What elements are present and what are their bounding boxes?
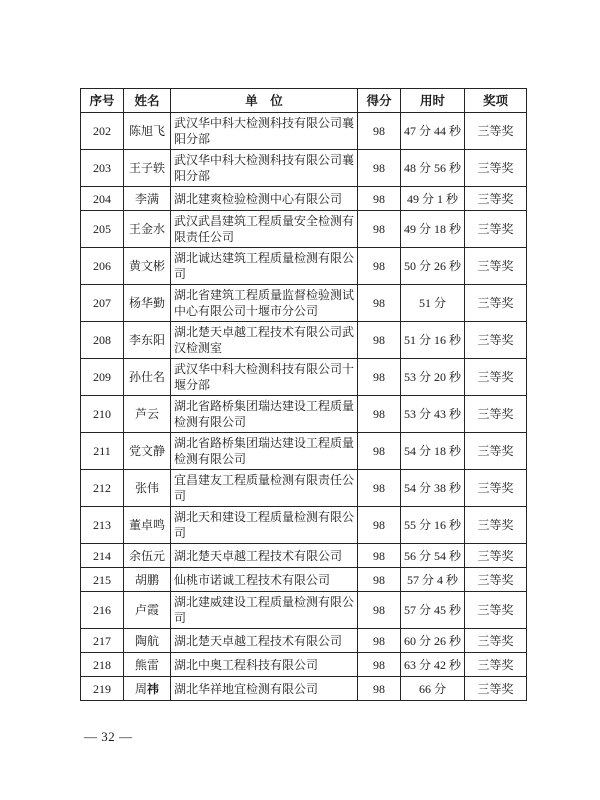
cell-serial-number: 215 xyxy=(81,568,124,592)
cell-unit: 湖北省路桥集团瑞达建设工程质量检测有限公司 xyxy=(171,396,358,433)
name-text: 陶航 xyxy=(134,633,159,648)
cell-serial-number: 213 xyxy=(81,507,124,544)
cell-unit: 湖北建威建设工程质量检测有限公司 xyxy=(171,592,358,629)
cell-award: 三等奖 xyxy=(465,592,527,629)
table-row xyxy=(81,470,527,507)
cell-time: 54 分 18 秒 xyxy=(401,433,465,470)
table-row xyxy=(81,544,527,568)
name-text: 杨华勤 xyxy=(128,296,165,310)
cell-unit: 湖北中奥工程科技有限公司 xyxy=(171,653,358,677)
cell-unit: 湖北省建筑工程质量监督检验测试中心有限公司十堰市分公司 xyxy=(171,285,358,322)
cell-unit: 武汉华中科大检测科技有限公司十堰分部 xyxy=(171,359,358,396)
cell-serial-number: 205 xyxy=(81,211,124,248)
table-row xyxy=(81,677,527,701)
cell-score: 98 xyxy=(358,433,401,470)
table-row xyxy=(81,433,527,470)
cell-award: 三等奖 xyxy=(465,470,527,507)
table-row xyxy=(81,592,527,629)
cell-unit: 宜昌建友工程质量检测有限责任公司 xyxy=(171,470,358,507)
column-header-name: 姓名 xyxy=(124,89,171,113)
cell-name xyxy=(124,211,171,248)
cell-serial-number: 211 xyxy=(81,433,124,470)
cell-time: 54 分 38 秒 xyxy=(401,470,465,507)
name-text: 黄文彬 xyxy=(128,259,165,273)
cell-time: 63 分 42 秒 xyxy=(401,653,465,677)
column-header-score: 得分 xyxy=(358,89,401,113)
cell-name xyxy=(124,592,171,629)
cell-score: 98 xyxy=(358,359,401,396)
name-text: 卢霞 xyxy=(134,603,159,617)
cell-award: 三等奖 xyxy=(465,507,527,544)
cell-time: 51 分 xyxy=(401,285,465,322)
name-text: 周 xyxy=(134,681,147,696)
column-header-award: 奖项 xyxy=(465,89,527,113)
cell-award: 三等奖 xyxy=(465,285,527,322)
cell-score: 98 xyxy=(358,113,401,150)
cell-award: 三等奖 xyxy=(465,322,527,359)
cell-score: 98 xyxy=(358,470,401,507)
cell-serial-number: 208 xyxy=(81,322,124,359)
table-header-row xyxy=(81,89,527,113)
cell-score: 98 xyxy=(358,677,401,701)
name-text: 党文静 xyxy=(128,444,165,458)
cell-name xyxy=(124,677,171,701)
cell-name xyxy=(124,322,171,359)
cell-score: 98 xyxy=(358,211,401,248)
name-text: 胡鹏 xyxy=(134,572,159,587)
cell-award: 三等奖 xyxy=(465,211,527,248)
cell-award: 三等奖 xyxy=(465,248,527,285)
column-header-time: 用时 xyxy=(401,89,465,113)
cell-time: 57 分 45 秒 xyxy=(401,592,465,629)
cell-score: 98 xyxy=(358,507,401,544)
cell-score: 98 xyxy=(358,248,401,285)
table-row xyxy=(81,322,527,359)
cell-unit: 湖北楚天卓越工程技术有限公司 xyxy=(171,544,358,568)
cell-unit: 湖北诚达建筑工程质量检测有限公司 xyxy=(171,248,358,285)
cell-serial-number: 216 xyxy=(81,592,124,629)
name-text: 余伍元 xyxy=(128,548,165,563)
cell-award: 三等奖 xyxy=(465,396,527,433)
cell-name xyxy=(124,507,171,544)
cell-score: 98 xyxy=(358,544,401,568)
cell-score: 98 xyxy=(358,396,401,433)
cell-score: 98 xyxy=(358,150,401,187)
name-text: 李东阳 xyxy=(128,333,165,347)
name-text-bold: 祎 xyxy=(147,681,160,696)
column-header-unit: 单 位 xyxy=(171,89,358,113)
cell-time: 53 分 43 秒 xyxy=(401,396,465,433)
name-text: 王金水 xyxy=(128,222,165,236)
cell-score: 98 xyxy=(358,187,401,211)
cell-unit: 湖北楚天卓越工程技术有限公司 xyxy=(171,629,358,653)
name-text: 董卓鸣 xyxy=(128,518,165,532)
cell-name xyxy=(124,150,171,187)
cell-time: 51 分 16 秒 xyxy=(401,322,465,359)
cell-award: 三等奖 xyxy=(465,187,527,211)
table-row xyxy=(81,187,527,211)
cell-unit: 湖北华祥地宜检测有限公司 xyxy=(171,677,358,701)
cell-unit: 仙桃市诺诚工程技术有限公司 xyxy=(171,568,358,592)
cell-name xyxy=(124,396,171,433)
cell-time: 57 分 4 秒 xyxy=(401,568,465,592)
cell-unit: 武汉武昌建筑工程质量安全检测有限责任公司 xyxy=(171,211,358,248)
table-row xyxy=(81,507,527,544)
cell-score: 98 xyxy=(358,653,401,677)
table-row xyxy=(81,629,527,653)
table-row xyxy=(81,653,527,677)
name-text: 张伟 xyxy=(134,481,159,495)
cell-name xyxy=(124,470,171,507)
column-header-serial: 序号 xyxy=(81,89,124,113)
name-text: 陈旭飞 xyxy=(128,124,165,138)
table-row xyxy=(81,211,527,248)
cell-award: 三等奖 xyxy=(465,677,527,701)
cell-award: 三等奖 xyxy=(465,359,527,396)
cell-time: 56 分 54 秒 xyxy=(401,544,465,568)
table-row xyxy=(81,396,527,433)
cell-score: 98 xyxy=(358,322,401,359)
table-body xyxy=(81,113,527,701)
cell-time: 48 分 56 秒 xyxy=(401,150,465,187)
cell-name xyxy=(124,359,171,396)
cell-award: 三等奖 xyxy=(465,150,527,187)
table-row xyxy=(81,150,527,187)
cell-time: 47 分 44 秒 xyxy=(401,113,465,150)
cell-time: 53 分 20 秒 xyxy=(401,359,465,396)
cell-name xyxy=(124,544,171,568)
cell-award: 三等奖 xyxy=(465,544,527,568)
table-row xyxy=(81,285,527,322)
cell-award: 三等奖 xyxy=(465,629,527,653)
table-row xyxy=(81,359,527,396)
cell-serial-number: 207 xyxy=(81,285,124,322)
cell-unit: 武汉华中科大检测科技有限公司襄阳分部 xyxy=(171,113,358,150)
cell-unit: 湖北省路桥集团瑞达建设工程质量检测有限公司 xyxy=(171,433,358,470)
name-text: 芦云 xyxy=(134,407,159,421)
cell-score: 98 xyxy=(358,629,401,653)
cell-unit: 湖北楚天卓越工程技术有限公司武汉检测室 xyxy=(171,322,358,359)
cell-time: 50 分 26 秒 xyxy=(401,248,465,285)
cell-name xyxy=(124,568,171,592)
results-table xyxy=(80,88,527,701)
cell-award: 三等奖 xyxy=(465,433,527,470)
cell-unit: 湖北天和建设工程质量检测有限公司 xyxy=(171,507,358,544)
cell-serial-number: 212 xyxy=(81,470,124,507)
cell-serial-number: 210 xyxy=(81,396,124,433)
cell-serial-number: 206 xyxy=(81,248,124,285)
cell-score: 98 xyxy=(358,285,401,322)
cell-serial-number: 202 xyxy=(81,113,124,150)
name-text: 孙仕名 xyxy=(128,370,165,384)
cell-name xyxy=(124,653,171,677)
cell-name xyxy=(124,433,171,470)
cell-serial-number: 214 xyxy=(81,544,124,568)
cell-name xyxy=(124,285,171,322)
cell-unit: 武汉华中科大检测科技有限公司襄阳分部 xyxy=(171,150,358,187)
cell-award: 三等奖 xyxy=(465,568,527,592)
cell-serial-number: 219 xyxy=(81,677,124,701)
table-row xyxy=(81,248,527,285)
cell-score: 98 xyxy=(358,592,401,629)
cell-time: 60 分 26 秒 xyxy=(401,629,465,653)
page-number: — 32 — xyxy=(84,729,133,744)
cell-name xyxy=(124,187,171,211)
cell-name xyxy=(124,248,171,285)
cell-serial-number: 209 xyxy=(81,359,124,396)
cell-serial-number: 217 xyxy=(81,629,124,653)
cell-serial-number: 204 xyxy=(81,187,124,211)
cell-unit: 湖北建爽检验检测中心有限公司 xyxy=(171,187,358,211)
cell-serial-number: 203 xyxy=(81,150,124,187)
cell-time: 66 分 xyxy=(401,677,465,701)
cell-time: 55 分 16 秒 xyxy=(401,507,465,544)
cell-time: 49 分 18 秒 xyxy=(401,211,465,248)
cell-score: 98 xyxy=(358,568,401,592)
table-row xyxy=(81,568,527,592)
table-row xyxy=(81,113,527,150)
cell-award: 三等奖 xyxy=(465,113,527,150)
cell-name xyxy=(124,113,171,150)
name-text: 李满 xyxy=(134,191,159,206)
cell-award: 三等奖 xyxy=(465,653,527,677)
name-text: 熊雷 xyxy=(134,657,159,672)
cell-name xyxy=(124,629,171,653)
cell-serial-number: 218 xyxy=(81,653,124,677)
name-text: 王子轶 xyxy=(128,161,165,175)
cell-time: 49 分 1 秒 xyxy=(401,187,465,211)
